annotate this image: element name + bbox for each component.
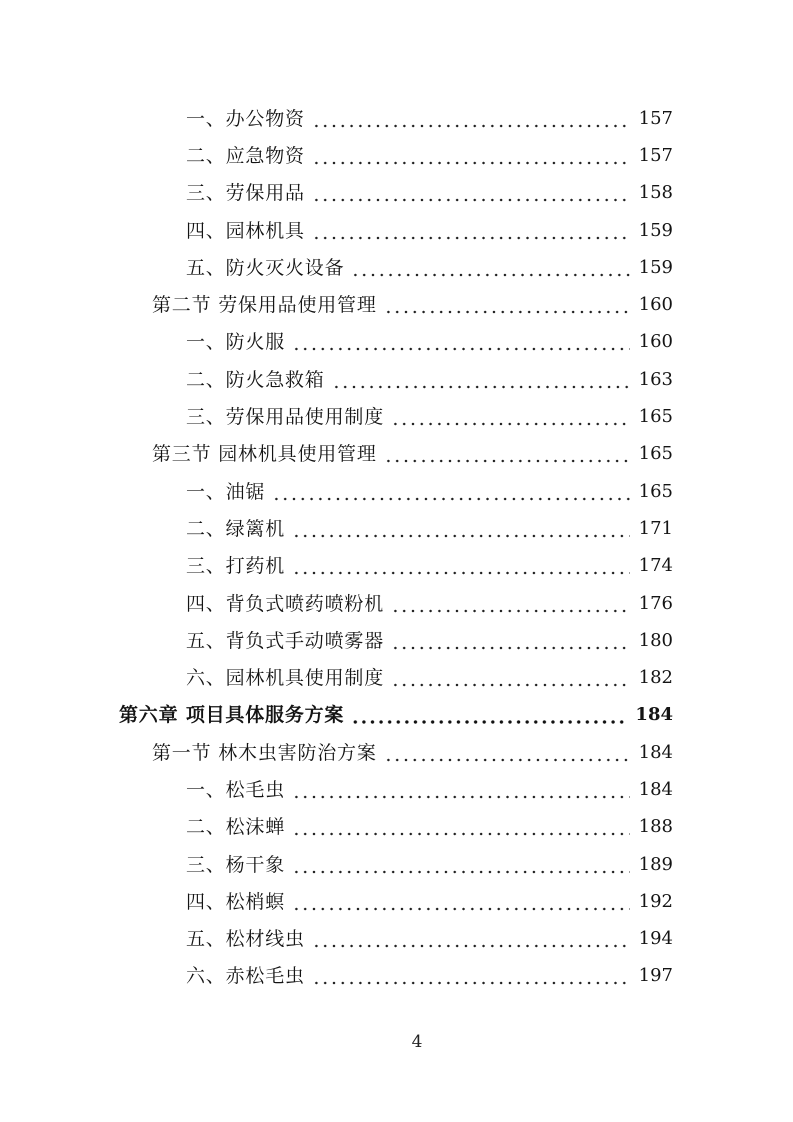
toc-entry-title: 第三节 园林机具使用管理 (152, 443, 377, 466)
toc-dot-leader (384, 758, 630, 762)
toc-dot-leader (292, 870, 630, 874)
toc-entry-item[interactable] (0, 510, 793, 547)
toc-entry-item[interactable] (0, 361, 793, 398)
toc-page-number: 159 (638, 219, 673, 241)
toc-page-number: 176 (638, 592, 673, 614)
toc-entry-item[interactable] (0, 473, 793, 510)
toc-dot-leader (312, 161, 630, 165)
toc-page-number: 157 (638, 107, 673, 129)
toc-dot-leader (292, 795, 630, 799)
toc-entry-item[interactable] (0, 883, 793, 920)
toc-entry-title: 五、松材线虫 (186, 928, 305, 951)
toc-entry-item[interactable] (0, 809, 793, 846)
toc-entry-item[interactable] (0, 585, 793, 622)
toc-entry-title: 四、园林机具 (186, 219, 305, 242)
toc-page-number: 171 (638, 517, 673, 539)
toc-entry-title: 四、背负式喷药喷粉机 (186, 592, 385, 615)
toc-entry-title: 二、防火急救箱 (186, 368, 325, 391)
toc-entry-item[interactable] (0, 548, 793, 585)
toc-entry-title: 四、松梢螟 (186, 890, 286, 913)
toc-page-number: 160 (638, 331, 673, 353)
toc-entry-item[interactable] (0, 212, 793, 249)
toc-entry-section[interactable] (0, 436, 793, 473)
page-number-footer: 4 (411, 1032, 423, 1052)
toc-dot-leader (312, 198, 630, 202)
toc-page-number: 165 (638, 480, 673, 502)
toc-entry-title: 五、背负式手动喷雾器 (186, 629, 385, 652)
toc-dot-leader (292, 832, 630, 836)
toc-entry-item[interactable] (0, 846, 793, 883)
toc-entry-item[interactable] (0, 137, 793, 174)
toc-page-number: 163 (638, 368, 673, 390)
toc-dot-leader (292, 534, 630, 538)
toc-entry-title: 一、松毛虫 (186, 778, 286, 801)
toc-page-number: 165 (638, 406, 673, 428)
toc-page-number: 180 (638, 629, 673, 651)
toc-page-number: 194 (638, 928, 673, 950)
toc-entry-title: 二、松沫蝉 (186, 816, 286, 839)
toc-dot-leader (384, 459, 630, 463)
toc-dot-leader (312, 124, 630, 128)
toc-entry-title: 六、园林机具使用制度 (186, 667, 385, 690)
toc-dot-leader (391, 683, 630, 687)
toc-entry-item[interactable] (0, 100, 793, 137)
toc-dot-leader (332, 385, 630, 389)
toc-entry-title: 第二节 劳保用品使用管理 (152, 294, 377, 317)
toc-dot-leader (292, 907, 630, 911)
toc-entry-item[interactable] (0, 921, 793, 958)
toc-page-number: 159 (638, 256, 673, 278)
toc-dot-leader (312, 944, 630, 948)
toc-dot-leader (391, 646, 630, 650)
toc-entry-title: 一、办公物资 (186, 107, 305, 130)
toc-entry-title: 五、防火灭火设备 (186, 256, 345, 279)
toc-dot-leader (292, 571, 630, 575)
toc-entry-item[interactable] (0, 398, 793, 435)
toc-dot-leader (292, 347, 630, 351)
toc-entry-title: 二、绿篱机 (186, 517, 286, 540)
toc-page-number: 192 (638, 890, 673, 912)
toc-entry-title: 一、油锯 (186, 480, 266, 503)
toc-entry-title: 一、防火服 (186, 331, 286, 354)
toc-page-number: 188 (638, 816, 673, 838)
toc-page-number: 184 (638, 741, 673, 763)
toc-page-number: 165 (638, 443, 673, 465)
toc-entry-title: 第六章 项目具体服务方案 (119, 704, 345, 727)
toc-entry-item[interactable] (0, 958, 793, 995)
toc-dot-leader (391, 609, 630, 613)
toc-page-number: 174 (638, 555, 673, 577)
toc-page-number: 184 (638, 778, 673, 800)
toc-entry-item[interactable] (0, 622, 793, 659)
toc-entry-title: 三、劳保用品使用制度 (186, 406, 385, 429)
toc-page-number: 158 (638, 182, 673, 204)
toc-dot-leader (351, 273, 629, 277)
toc-page-number: 189 (638, 853, 673, 875)
toc-page-number: 182 (638, 667, 673, 689)
toc-entry-title: 三、打药机 (186, 555, 286, 578)
toc-entry-item[interactable] (0, 324, 793, 361)
toc-dot-leader (351, 720, 626, 724)
toc-page-number: 160 (638, 294, 673, 316)
toc-entry-section[interactable] (0, 286, 793, 323)
toc-dot-leader (272, 497, 629, 501)
toc-entry-chapter[interactable] (0, 697, 793, 734)
toc-dot-leader (391, 422, 630, 426)
toc-entry-title: 第一节 林木虫害防治方案 (152, 741, 377, 764)
toc-dot-leader (384, 310, 630, 314)
toc-entry-section[interactable] (0, 734, 793, 771)
table-of-contents (0, 100, 793, 995)
toc-entry-item[interactable] (0, 659, 793, 696)
toc-entry-title: 三、劳保用品 (186, 182, 305, 205)
toc-page-number: 184 (635, 704, 673, 726)
toc-page-number: 157 (638, 144, 673, 166)
toc-entry-title: 二、应急物资 (186, 144, 305, 167)
toc-entry-item[interactable] (0, 249, 793, 286)
toc-entry-title: 三、杨干象 (186, 853, 286, 876)
toc-entry-title: 六、赤松毛虫 (186, 965, 305, 988)
toc-dot-leader (312, 236, 630, 240)
toc-dot-leader (312, 981, 630, 985)
toc-entry-item[interactable] (0, 771, 793, 808)
toc-page-number: 197 (638, 965, 673, 987)
toc-entry-item[interactable] (0, 175, 793, 212)
